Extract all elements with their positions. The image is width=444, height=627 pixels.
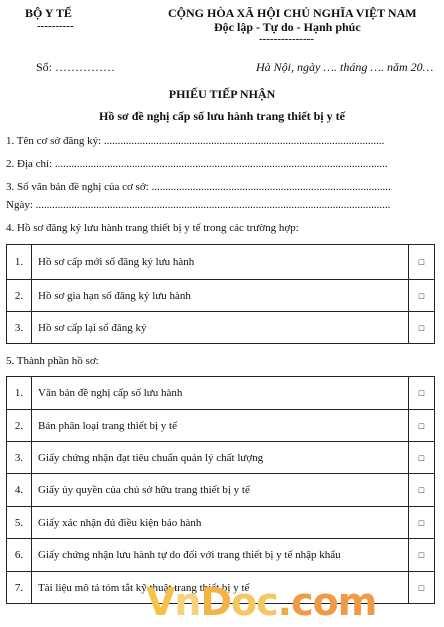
form-subtitle: Hồ sơ đề nghị cấp số lưu hành trang thiết bị y tế: [99, 109, 345, 123]
row-text: Giấy chứng nhận lưu hành tự do đối với trang thiết bị y tế nhập khẩu: [32, 539, 409, 572]
checkbox-icon[interactable]: □: [409, 572, 435, 604]
table-row: [7, 245, 435, 280]
row-text: Giấy chứng nhận đạt tiêu chuẩn quản lý chất lượng: [32, 442, 409, 474]
checkbox-icon[interactable]: □: [409, 539, 435, 572]
table-row: [7, 410, 435, 442]
row-number: 7.: [7, 572, 32, 604]
checkbox-icon[interactable]: □: [409, 410, 435, 442]
watermark-v: V: [146, 580, 175, 624]
watermark-n: n: [174, 580, 201, 624]
checkbox-icon[interactable]: □: [409, 245, 435, 280]
checkbox-icon[interactable]: □: [409, 312, 435, 344]
motto-rule: ---------------: [259, 33, 314, 45]
row-text: Giấy xác nhận đủ điều kiện bảo hành: [32, 507, 409, 539]
table-row: [7, 377, 435, 410]
watermark-com: com: [291, 580, 377, 624]
place-and-date: Hà Nội, ngày …. tháng …. năm 20…: [256, 60, 434, 74]
table-row: [7, 312, 435, 344]
field-request-number: 3. Số văn bản đề nghị của cơ sở: .......................................................................................: [6, 181, 391, 193]
field-address: 2. Địa chỉ: .........................................................................................................................: [6, 158, 388, 170]
row-text: Hồ sơ cấp lại số đăng ký: [32, 312, 409, 344]
field-request-date: Ngày: .................................................................................................................................: [6, 199, 391, 211]
table-row: [7, 507, 435, 539]
table-row: [7, 474, 435, 507]
row-number: 4.: [7, 474, 32, 507]
row-text: Bản phân loại trang thiết bị y tế: [32, 410, 409, 442]
table-row: [7, 280, 435, 312]
row-number: 5.: [7, 507, 32, 539]
checkbox-icon[interactable]: □: [409, 442, 435, 474]
watermark-d: D: [200, 580, 232, 624]
dossier-components-table: [6, 376, 435, 604]
row-text: Hồ sơ gia hạn số đăng ký lưu hành: [32, 280, 409, 312]
row-text: Hồ sơ cấp mới số đăng ký lưu hành: [32, 245, 409, 280]
ministry-rule: ----------: [37, 20, 74, 32]
row-number: 2.: [7, 280, 32, 312]
row-number: 3.: [7, 442, 32, 474]
row-text: Văn bản đề nghị cấp số lưu hành: [32, 377, 409, 410]
form-title: PHIẾU TIẾP NHẬN: [168, 87, 276, 101]
section-dossier-components: 5. Thành phần hồ sơ:: [6, 355, 99, 367]
checkbox-icon[interactable]: □: [409, 474, 435, 507]
national-motto: Độc lập - Tự do - Hạnh phúc: [214, 20, 361, 34]
checkbox-icon[interactable]: □: [409, 377, 435, 410]
watermark-dot: .: [277, 580, 292, 624]
registration-cases-table: [6, 244, 435, 344]
section-registration-cases: 4. Hồ sơ đăng ký lưu hành trang thiết bị y tế trong các trường hợp:: [6, 222, 299, 234]
field-facility-name: 1. Tên cơ sở đăng ký: ......................................................................................................: [6, 135, 385, 147]
row-text: Giấy ủy quyền của chủ sở hữu trang thiết bị y tế: [32, 474, 409, 507]
row-number: 3.: [7, 312, 32, 344]
checkbox-icon[interactable]: □: [409, 507, 435, 539]
checkbox-icon[interactable]: □: [409, 280, 435, 312]
table-row: [7, 442, 435, 474]
ministry-name: BỘ Y TẾ: [25, 6, 72, 20]
watermark-oc: oc: [231, 580, 278, 624]
row-text: Tài liệu mô tả tóm tắt kỹ thuật trang thiết bị y tế: [32, 572, 409, 604]
row-number: 6.: [7, 539, 32, 572]
document-number: Số: ……………: [36, 60, 116, 74]
row-number: 1.: [7, 245, 32, 280]
row-number: 1.: [7, 377, 32, 410]
vndoc-watermark-logo: [146, 580, 376, 624]
table-row: [7, 539, 435, 572]
row-number: 2.: [7, 410, 32, 442]
republic-name: CỘNG HÒA XÃ HỘI CHỦ NGHĨA VIỆT NAM: [168, 6, 417, 20]
